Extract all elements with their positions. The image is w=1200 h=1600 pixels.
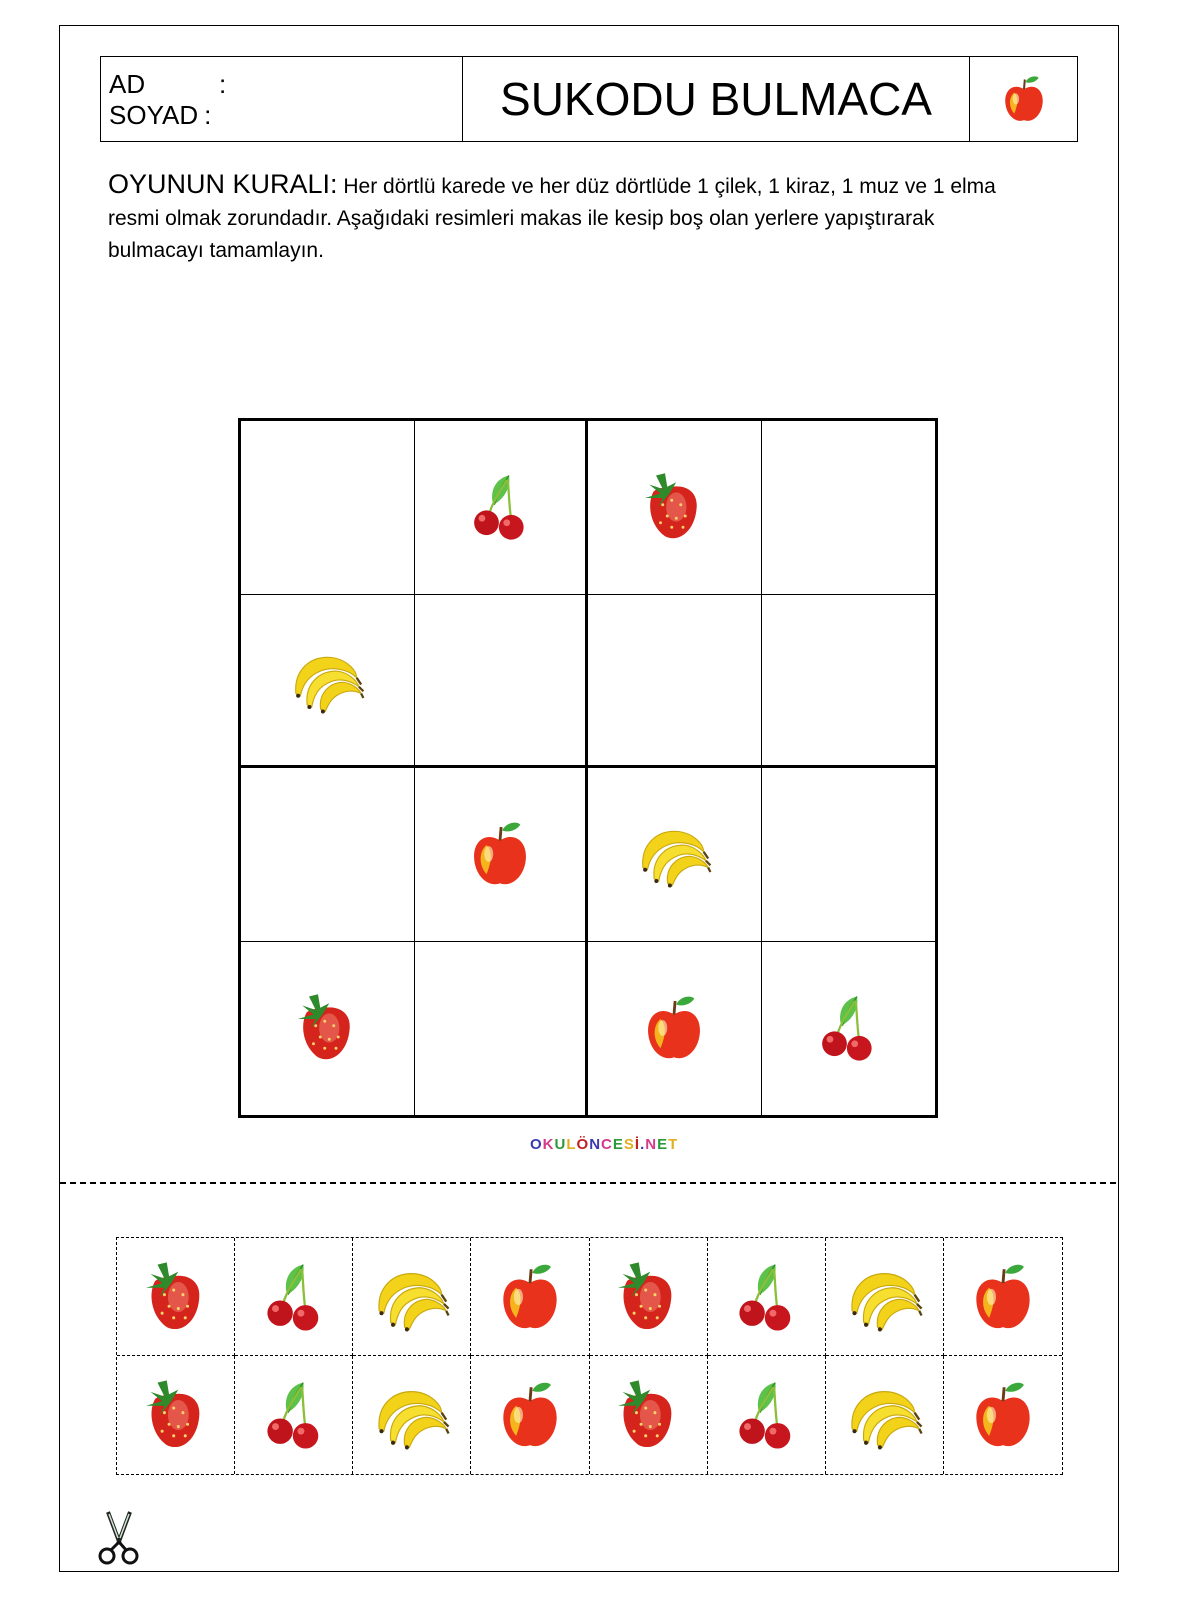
surname-colon[interactable]: : <box>204 100 212 130</box>
apple-icon <box>970 57 1077 141</box>
strawberry-icon <box>611 1378 685 1452</box>
watermark-letter: N <box>645 1136 658 1153</box>
watermark-letter: U <box>554 1136 567 1153</box>
grid-cell-r3c2 <box>415 768 589 942</box>
grid-cell-r2c3[interactable] <box>588 595 762 769</box>
grid-cell-r2c1 <box>241 595 415 769</box>
cutout-piece[interactable] <box>590 1238 708 1356</box>
cutout-piece[interactable] <box>708 1238 826 1356</box>
cutout-piece[interactable] <box>471 1356 589 1474</box>
strawberry-icon <box>139 1378 213 1452</box>
cutout-piece[interactable] <box>117 1356 235 1474</box>
rules-text <box>108 168 1028 267</box>
name-colon[interactable]: : <box>219 69 227 99</box>
sudoku-grid <box>238 418 938 1118</box>
apple-icon <box>464 818 536 890</box>
apple-icon <box>638 992 710 1064</box>
cut-line <box>60 1182 1116 1184</box>
apple-icon <box>493 1378 567 1452</box>
cherry-icon <box>257 1378 331 1452</box>
watermark-letter: K <box>542 1136 555 1153</box>
watermark-letter: E <box>612 1136 624 1153</box>
cutout-piece[interactable] <box>235 1356 353 1474</box>
cutout-piece[interactable] <box>353 1238 471 1356</box>
rules-body: Her dörtlü karede ve her düz dörtlüde 1 çilek, 1 kiraz, 1 muz ve 1 elma resmi olmak zorundadır. Aşağıdaki resimleri makas ile kesip boş olan yerlere yapıştırarak bulmacayı tamamlayın. <box>108 175 996 262</box>
grid-cell-r4c4 <box>762 942 936 1116</box>
strawberry-icon <box>611 1260 685 1334</box>
watermark <box>530 1136 678 1153</box>
grid-cell-r1c2 <box>415 421 589 595</box>
grid-cell-r1c1[interactable] <box>241 421 415 595</box>
strawberry-icon <box>291 992 363 1064</box>
cherry-icon <box>729 1378 803 1452</box>
banana-icon <box>633 818 716 890</box>
apple-icon <box>493 1260 567 1334</box>
cutout-piece[interactable] <box>117 1238 235 1356</box>
surname-label: SOYAD <box>109 100 199 130</box>
cherry-icon <box>812 992 884 1064</box>
name-fields <box>101 57 463 141</box>
watermark-letter: . <box>640 1136 646 1153</box>
cherry-icon <box>464 471 536 543</box>
watermark-letter: T <box>668 1136 679 1153</box>
banana-icon <box>286 644 369 716</box>
grid-cell-r4c3 <box>588 942 762 1116</box>
grid-cell-r3c3 <box>588 768 762 942</box>
header-box <box>100 56 1078 142</box>
banana-icon <box>369 1260 454 1334</box>
cutout-piece[interactable] <box>826 1356 944 1474</box>
grid-cell-r3c1[interactable] <box>241 768 415 942</box>
grid-cell-r4c1 <box>241 942 415 1116</box>
banana-icon <box>842 1260 927 1334</box>
grid-cell-r2c4[interactable] <box>762 595 936 769</box>
banana-icon <box>369 1378 454 1452</box>
cutout-pieces <box>116 1237 1063 1475</box>
cutout-piece[interactable] <box>590 1356 708 1474</box>
apple-icon <box>966 1260 1040 1334</box>
watermark-letter: S <box>623 1136 635 1153</box>
grid-cell-r2c2[interactable] <box>415 595 589 769</box>
cutout-piece[interactable] <box>708 1356 826 1474</box>
watermark-letter: Ö <box>576 1136 590 1153</box>
apple-icon <box>966 1378 1040 1452</box>
rules-heading: OYUNUN KURALI: <box>108 169 338 199</box>
strawberry-icon <box>638 471 710 543</box>
cutout-piece[interactable] <box>944 1238 1062 1356</box>
page-title: SUKODU BULMACA <box>463 57 970 141</box>
cutout-piece[interactable] <box>235 1238 353 1356</box>
cherry-icon <box>729 1260 803 1334</box>
banana-icon <box>842 1378 927 1452</box>
cutout-piece[interactable] <box>471 1238 589 1356</box>
cutout-piece[interactable] <box>826 1238 944 1356</box>
watermark-letter: N <box>589 1136 602 1153</box>
watermark-letter: O <box>530 1136 543 1153</box>
grid-cell-r1c3 <box>588 421 762 595</box>
watermark-letter: C <box>601 1136 613 1153</box>
watermark-letter: E <box>657 1136 669 1153</box>
grid-cell-r3c4[interactable] <box>762 768 936 942</box>
scissors-icon <box>96 1510 142 1566</box>
name-label: AD <box>109 69 146 99</box>
strawberry-icon <box>139 1260 213 1334</box>
watermark-letter: İ <box>634 1136 641 1153</box>
grid-cell-r1c4[interactable] <box>762 421 936 595</box>
cherry-icon <box>257 1260 331 1334</box>
watermark-letter: L <box>566 1136 577 1153</box>
cutout-piece[interactable] <box>353 1356 471 1474</box>
cutout-piece[interactable] <box>944 1356 1062 1474</box>
grid-cell-r4c2[interactable] <box>415 942 589 1116</box>
